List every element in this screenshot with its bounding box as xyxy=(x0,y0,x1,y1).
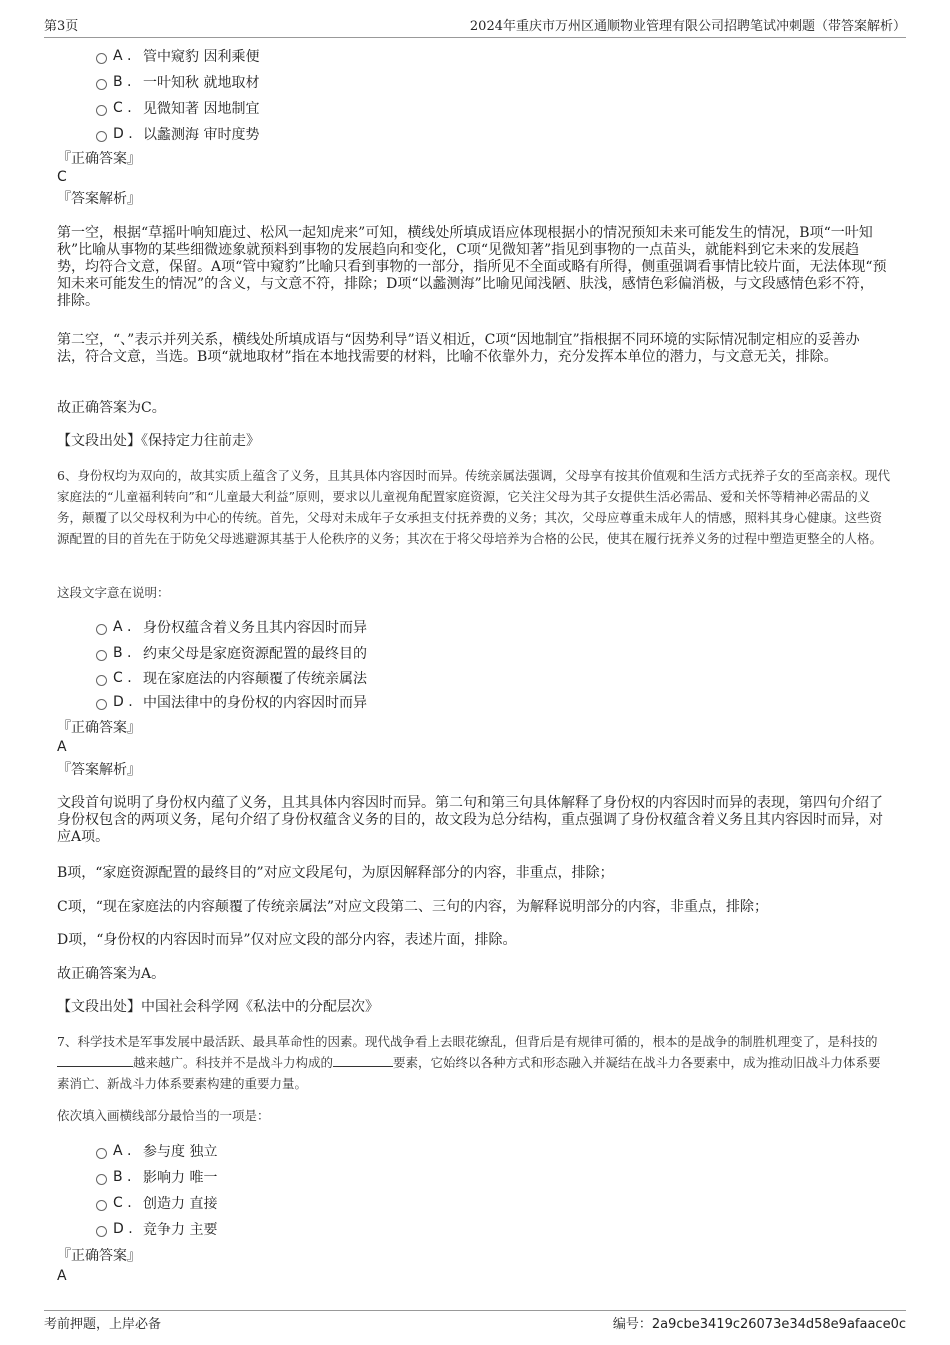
radio-icon[interactable] xyxy=(96,79,107,90)
footer-code: 编号：2a9cbe3419c26073e34d58e9afaace0c xyxy=(612,1316,906,1332)
q5-option-d[interactable]: D . 以蠡测海 审时度势 xyxy=(96,123,259,145)
radio-icon[interactable] xyxy=(96,650,107,661)
q5-option-a[interactable]: A . 管中窥豹 因利乘便 xyxy=(96,45,259,67)
q6-question: 这段文字意在说明： xyxy=(57,585,170,600)
q6-option-c[interactable]: C . 现在家庭法的内容颠覆了传统亲属法 xyxy=(96,667,367,689)
q6-option-d[interactable]: D . 中国法律中的身份权的内容因时而异 xyxy=(96,691,367,713)
q6-stem: 6、身份权均为双向的，故其实质上蕴含了义务，且其具体内容因时而异。传统亲属法强调，父母享有按其价值观和生活方式抚养子女的至高亲权。现代家庭法的“儿童福利转向”和“儿童最大利益”原则，要求以儿童视角配置家庭资源，它关注父母为其子女提供生活必需品、爱和关怀等精神必需品的义务，颠覆了以父母权利为中心的传统。首先，父母对未成年子女承担支付抚养费的义务；其次，父母应尊重未成年人的情感，照料其身心健康。这些资源配置的目的首先在于防免父母逃避源其基于人伦秩序的义务；其次在于将父母培养为合格的公民，使其在履行抚养义务的过程中塑造更整全的人格。 xyxy=(57,468,890,546)
radio-icon[interactable] xyxy=(96,105,107,116)
radio-icon[interactable] xyxy=(96,1226,107,1237)
q6-option-a[interactable]: A . 身份权蕴含着义务且其内容因时而异 xyxy=(96,616,367,638)
radio-icon[interactable] xyxy=(96,1200,107,1211)
q6-analysis-p1: 文段首句说明了身份权内蕴了义务，且其具体内容因时而异。第二句和第三句具体解释了身份权的内容因时而异的表现，第四句介绍了身份权包含的两项义务，尾句介绍了身份权蕴含义务的目的，故文段为总分结构，重点强调了身份权蕴含着义务且其内容因时而异，对应A项。 xyxy=(57,795,883,845)
q7-option-a[interactable]: A . 参与度 独立 xyxy=(96,1140,217,1162)
radio-icon[interactable] xyxy=(96,675,107,686)
q6-answer: A xyxy=(57,739,67,755)
radio-icon[interactable] xyxy=(96,624,107,635)
q7-option-b[interactable]: B . 影响力 唯一 xyxy=(96,1166,217,1188)
q6-conclusion: 故正确答案为A。 xyxy=(57,966,166,982)
q5-option-b[interactable]: B . 一叶知秋 就地取材 xyxy=(96,71,259,93)
page-header xyxy=(44,12,906,38)
q5-answer-label: 『正确答案』 xyxy=(57,151,141,167)
q5-answer: C xyxy=(57,169,67,185)
radio-icon[interactable] xyxy=(96,699,107,710)
radio-icon[interactable] xyxy=(96,131,107,142)
fill-blank-1 xyxy=(57,1053,133,1067)
q5-analysis-label: 『答案解析』 xyxy=(57,191,141,207)
q5-analysis-p1: 第一空，根据“草摇叶响知鹿过、松风一起知虎来”可知，横线处所填成语应体现根据小的情况预知未来可能发生的情况，B项“一叶知秋”比喻从事物的某些细微迹象就预料到事物的发展趋向和变化，C项“见微知著”指见到事物的一点苗头，就能料到它未来的发展趋势，均符合文意，保留。A项“管中窥豹”比喻只看到事物的一部分，指所见不全面或略有所得，侧重强调看事情比较片面，无法体现“预知未来可能发生的情况”的含义，与文意不符，排除；D项“以蠡测海”比喻见闻浅陋、肤浅，感情色彩偏消极，与文段感情色彩不符，排除。 xyxy=(57,225,887,309)
q7-option-c[interactable]: C . 创造力 直接 xyxy=(96,1192,217,1214)
q6-analysis-d: D项，“身份权的内容因时而异”仅对应文段的部分内容，表述片面，排除。 xyxy=(57,932,517,948)
page-number: 第3页 xyxy=(44,19,79,34)
q6-source: 【文段出处】中国社会科学网《私法中的分配层次》 xyxy=(57,999,379,1015)
q6-option-b[interactable]: B . 约束父母是家庭资源配置的最终目的 xyxy=(96,642,367,664)
document-title: 2024年重庆市万州区通顺物业管理有限公司招聘笔试冲刺题（带答案解析） xyxy=(469,19,906,34)
page-footer xyxy=(44,1310,906,1333)
q7-option-d[interactable]: D . 竞争力 主要 xyxy=(96,1218,217,1240)
q6-analysis-label: 『答案解析』 xyxy=(57,762,141,778)
q7-answer: A xyxy=(57,1268,67,1284)
q5-analysis-p2: 第二空，“、”表示并列关系，横线处所填成语与“因势利导”语义相近，C项“因地制宜”指根据不同环境的实际情况制定相应的妥善办法，符合文意，当选。B项“就地取材”指在本地找需要的材料，比喻不依靠外力，充分发挥本单位的潜力，与文意无关，排除。 xyxy=(57,332,860,365)
q7-answer-label: 『正确答案』 xyxy=(57,1248,141,1264)
footer-slogan: 考前押题，上岸必备 xyxy=(44,1316,162,1332)
radio-icon[interactable] xyxy=(96,53,107,64)
q5-source: 【文段出处】《保持定力往前走》 xyxy=(57,433,260,449)
fill-blank-2 xyxy=(333,1053,393,1067)
q6-analysis-b: B项，“家庭资源配置的最终目的”对应文段尾句，为原因解释部分的内容，非重点，排除； xyxy=(57,865,614,881)
q5-conclusion: 故正确答案为C。 xyxy=(57,400,166,416)
q6-answer-label: 『正确答案』 xyxy=(57,720,141,736)
q5-option-c[interactable]: C . 见微知著 因地制宜 xyxy=(96,97,259,119)
radio-icon[interactable] xyxy=(96,1174,107,1185)
q7-stem: 7、科学技术是军事发展中最活跃、最具革命性的因素。现代战争看上去眼花缭乱，但背后是有规律可循的，根本的是战争的制胜机理变了，是科技的越来越广。科技并不是战斗力构成的 要素，它始终以各种方式和形态融入并凝结在战斗力各要素中，成为推动旧战斗力体系要素消亡、新战斗力体系要素构建的重要力量。 xyxy=(57,1034,881,1091)
q7-question: 依次填入画横线部分最恰当的一项是： xyxy=(57,1108,270,1123)
radio-icon[interactable] xyxy=(96,1148,107,1159)
q6-analysis-c: C项，“现在家庭法的内容颠覆了传统亲属法”对应文段第二、三句的内容，为解释说明部分的内容，非重点，排除； xyxy=(57,899,769,915)
